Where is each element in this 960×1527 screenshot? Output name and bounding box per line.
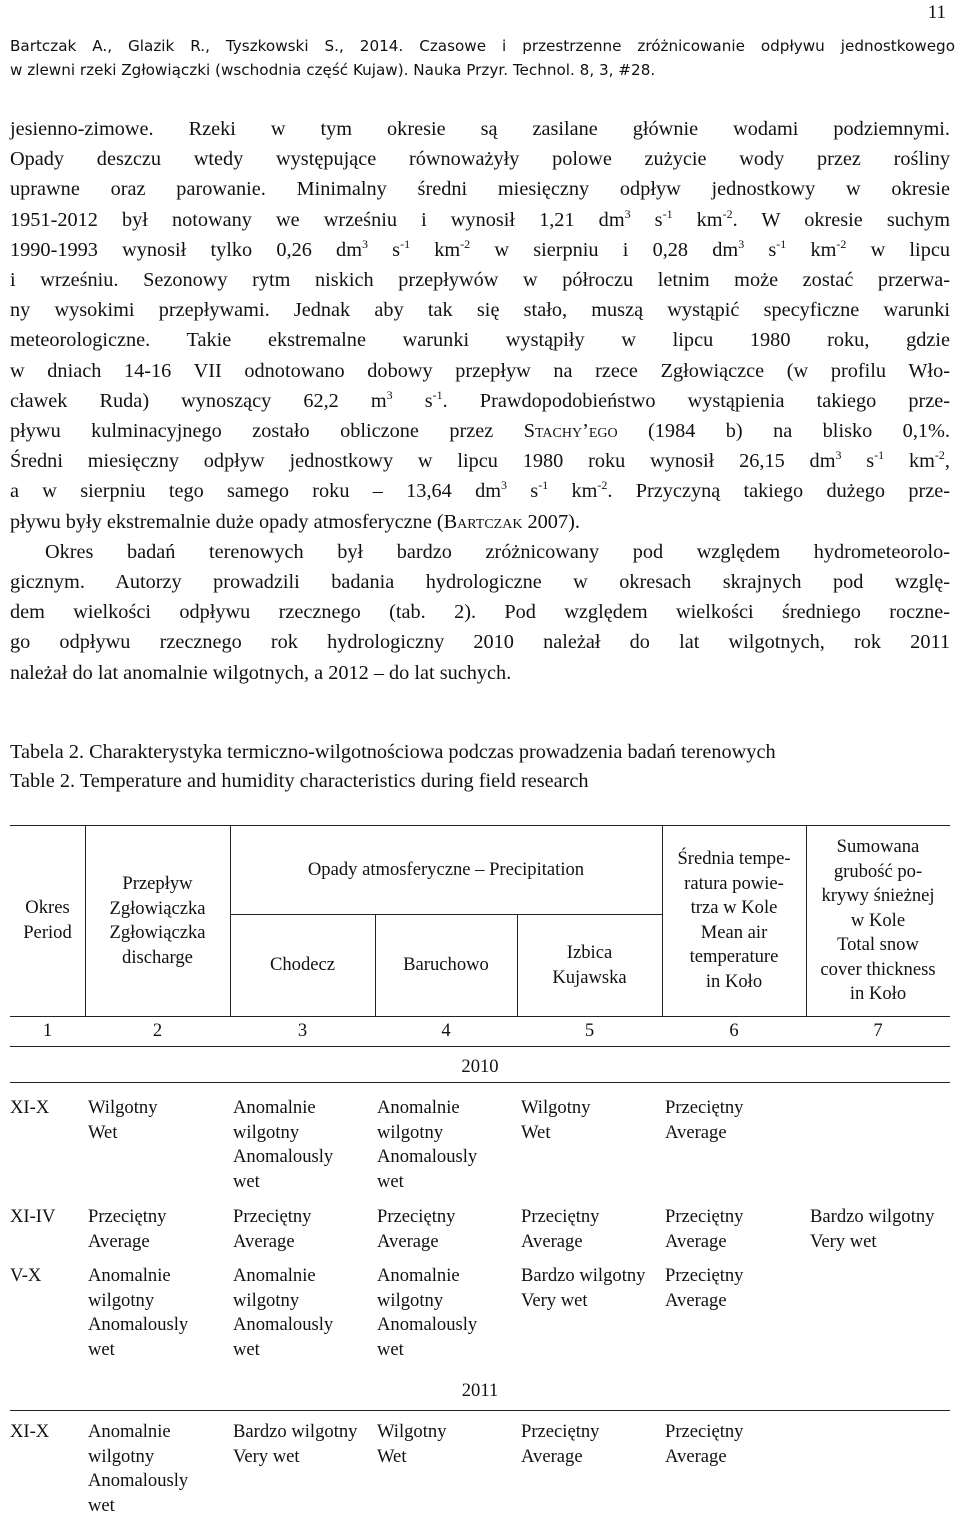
cell-text: Average xyxy=(665,1445,727,1467)
body-line: pływu kulminacyjnego zostało obliczone przez Stachy’ego (1984 b) na blisko 0,1%. xyxy=(10,420,950,443)
caption-polish: Tabela 2. Charakterystyka termiczno-wilgotnościowa podczas prowadzenia badań terenowych xyxy=(10,741,776,763)
cell-text: wilgotny xyxy=(88,1445,155,1467)
cell-text: Przeciętny xyxy=(665,1265,744,1286)
cell-text: wilgotny xyxy=(233,1121,300,1143)
cell-text: Anomalously xyxy=(88,1470,189,1491)
author-name: Bartczak xyxy=(443,510,523,533)
table-cell xyxy=(233,1205,311,1254)
table-rule xyxy=(10,1016,950,1017)
table-rule xyxy=(10,1410,950,1411)
cell-text: V-X xyxy=(10,1265,42,1286)
cell-text: Przeciętny xyxy=(665,1421,744,1442)
cell-text: Anomalously xyxy=(377,1314,478,1335)
cell-text: wilgotny xyxy=(377,1121,444,1143)
body-line: 1990-1993 wynosił tylko 0,26 $dm^3$ $s^{-1}$ $km^{-2}$ w sierpniu i 0,28 $dm^3$ $s^{-1}$ $km^{-2}$ w lipcu xyxy=(10,236,950,261)
cell-text: Anomalnie xyxy=(377,1097,460,1118)
year-label: 2011 xyxy=(461,1380,499,1401)
cell-text: Wilgotny xyxy=(377,1421,447,1442)
header-line-1: Bartczak A., Glazik R., Tyszkowski S., 2014. Czasowe i przestrzenne zróżnicowanie odpływu jednostkowego xyxy=(10,37,955,55)
cell-text: wet xyxy=(88,1338,115,1360)
cell-text: Anomalously xyxy=(233,1314,334,1335)
table-cell xyxy=(521,1205,599,1254)
cell-text: Very wet xyxy=(521,1289,588,1311)
column-number: 1 xyxy=(42,1020,53,1041)
cell-text: XI-X xyxy=(10,1421,50,1442)
body-line: a w sierpniu tego samego roku – 13,64 $dm^3$ $s^{-1}$ $km^{-2}$. Przyczyną takiego dużego prze- xyxy=(10,478,950,503)
table-cell xyxy=(377,1096,477,1194)
cell-text: Average xyxy=(233,1230,295,1252)
column-number: 5 xyxy=(584,1020,595,1041)
cell-text: Average xyxy=(665,1289,727,1311)
cell-text: Przeciętny xyxy=(665,1206,744,1227)
page-number: 11 xyxy=(927,2,946,23)
table-rule xyxy=(517,914,518,1016)
table-cell-period xyxy=(10,1264,41,1289)
table-rule xyxy=(10,1082,950,1083)
cell-text: Average xyxy=(521,1230,583,1252)
body-line: Średni miesięczny odpływ jednostkowy w lipcu 1980 roku wynosił 26,15 $dm^3$ $s^{-1}$ $km^{-2}$, xyxy=(10,448,950,473)
table-cell xyxy=(665,1096,743,1145)
cell-text: Average xyxy=(88,1230,150,1252)
cell-text: Bardzo wilgotny xyxy=(810,1206,935,1227)
cell-text: wilgotny xyxy=(233,1289,300,1311)
table-cell xyxy=(233,1264,333,1362)
cell-text: Anomalnie xyxy=(88,1265,171,1286)
header-baruchowo: Baruchowo xyxy=(403,954,489,975)
header-chodecz: Chodecz xyxy=(269,954,336,975)
body-line: należał do lat anomalnie wilgotnych, a 2012 – do lat suchych. xyxy=(10,661,512,684)
cell-text: wet xyxy=(377,1170,404,1192)
table-cell xyxy=(665,1264,743,1313)
body-line: dem wielkości odpływu rzecznego (tab. 2). Pod względem wielkości średniego roczne- xyxy=(10,601,950,624)
cell-text: wet xyxy=(88,1494,115,1516)
cell-text: Wet xyxy=(88,1121,118,1143)
table-cell xyxy=(665,1420,743,1469)
column-number: 4 xyxy=(441,1020,451,1041)
cell-text: Average xyxy=(521,1445,583,1467)
body-line: cławek Ruda) wynoszący 62,2 $m^3$ $s^{-1}$. Prawdopodobieństwo wystąpienia takiego prze- xyxy=(10,387,950,412)
table-caption xyxy=(10,738,950,795)
cell-text: Wilgotny xyxy=(521,1097,591,1118)
table-cell xyxy=(88,1205,166,1254)
table-rule xyxy=(10,1046,950,1047)
cell-text: Przeciętny xyxy=(521,1206,600,1227)
body-line: go odpływu rzecznego rok hydrologiczny 2010 należał do lat wilgotnych, rok 2011 xyxy=(10,631,950,654)
cell-text: wet xyxy=(233,1338,260,1360)
cell-text: Wet xyxy=(377,1445,407,1467)
table-cell xyxy=(88,1264,188,1362)
table-cell xyxy=(88,1096,158,1145)
header-snow: Sumowana grubość po- krywy śnieżnej w Kole Total snow cover thickness in Koło xyxy=(820,836,936,1004)
body-line: ny wysokimi przepływami. Jednak aby tak się stało, muszą wystąpić specyficzne warunki xyxy=(10,299,950,322)
body-line: gicznym. Autorzy prowadzili badania hydrologiczne w okresach skrajnych pod wzglę- xyxy=(10,571,950,594)
column-number: 6 xyxy=(729,1020,739,1041)
cell-text: Przeciętny xyxy=(377,1206,456,1227)
running-header xyxy=(10,34,955,82)
cell-text: Przeciętny xyxy=(233,1206,312,1227)
table-cell-period xyxy=(10,1420,49,1445)
author-name: Stachy’ego xyxy=(523,420,618,443)
table-cell xyxy=(521,1264,645,1313)
cell-text: Average xyxy=(665,1121,727,1143)
column-number: 7 xyxy=(873,1020,883,1041)
table-rule xyxy=(230,825,231,1016)
table-rule xyxy=(662,825,663,1016)
cell-text: Bardzo wilgotny xyxy=(521,1265,646,1286)
cell-text: Anomalously xyxy=(88,1314,189,1335)
cell-text: Anomalnie xyxy=(233,1097,316,1118)
cell-text: wilgotny xyxy=(88,1289,155,1311)
body-line: jesienno-zimowe. Rzeki w tym okresie są zasilane głównie wodami podziemnymi. xyxy=(10,118,950,140)
cell-text: XI-X xyxy=(10,1097,50,1118)
table-cell xyxy=(377,1420,447,1469)
table-cell xyxy=(233,1096,333,1194)
caption-english: Table 2. Temperature and humidity characteristics during field research xyxy=(10,769,589,792)
table-rule xyxy=(375,914,376,1016)
header-izbica: Izbica Kujawska xyxy=(552,942,627,988)
table-cell-period xyxy=(10,1205,55,1230)
cell-text: Anomalnie xyxy=(233,1265,316,1286)
cell-text: Wilgotny xyxy=(88,1097,158,1118)
table-rule xyxy=(806,825,807,1016)
table-cell-period xyxy=(10,1096,49,1121)
header-period: Okres Period xyxy=(23,897,72,943)
cell-text: Very wet xyxy=(233,1445,300,1467)
cell-text: Average xyxy=(377,1230,439,1252)
table-cell xyxy=(521,1096,591,1145)
cell-text: wet xyxy=(377,1338,404,1360)
body-line: Okres badań terenowych był bardzo zróżnicowany pod względem hydrometeorolo- xyxy=(45,540,950,563)
body-line: Opady deszczu wtedy występujące równoważyły polowe zużycie wody przez rośliny xyxy=(10,148,950,171)
cell-text: Przeciętny xyxy=(521,1421,600,1442)
cell-text: Wet xyxy=(521,1121,551,1143)
cell-text: Bardzo wilgotny xyxy=(233,1421,358,1442)
cell-text: XI-IV xyxy=(10,1206,56,1227)
body-line: i wrześniu. Sezonowy rytm niskich przepływów w półroczu letnim może zostać przerwa- xyxy=(10,269,950,292)
body-line: 1951-2012 był notowany we wrześniu i wynosił 1,21 $dm^3$ $s^{-1}$ $km^{-2}$. W okresie suchym xyxy=(10,206,950,231)
cell-text: Anomalously xyxy=(233,1146,334,1167)
body-line: w dniach 14-16 VII odnotowano dobowy przepływ na rzece Zgłowiączce (w profilu Wło- xyxy=(10,359,950,382)
table-cell xyxy=(665,1205,743,1254)
table-cell xyxy=(233,1420,357,1469)
table-rule xyxy=(230,914,662,915)
cell-text: Very wet xyxy=(810,1230,877,1252)
table-cell xyxy=(521,1420,599,1469)
year-label: 2010 xyxy=(461,1056,499,1077)
cell-text: Anomalously xyxy=(377,1146,478,1167)
table-rule xyxy=(10,825,950,826)
table-cell xyxy=(88,1420,188,1518)
body-text xyxy=(10,114,950,688)
cell-text: wet xyxy=(233,1170,260,1192)
body-line: uprawne oraz parowanie. Minimalny średni miesięczny odpływ jednostkowy w okresie xyxy=(10,178,950,201)
column-number: 2 xyxy=(152,1020,163,1041)
header-discharge: Przepływ Zgłowiączka Zgłowiączka discharge xyxy=(109,873,206,968)
cell-text: Average xyxy=(665,1230,727,1252)
header-line-2: w zlewni rzeki Zgłowiączki (wschodnia część Kujaw). Nauka Przyr. Technol. 8, 3, #28. xyxy=(10,61,656,79)
body-line: meteorologiczne. Takie ekstremalne warunki wystąpiły w lipcu 1980 roku, gdzie xyxy=(10,329,950,352)
cell-text: Anomalnie xyxy=(88,1421,171,1442)
table-rule xyxy=(85,825,86,1016)
cell-text: Przeciętny xyxy=(88,1206,167,1227)
header-precipitation: Opady atmosferyczne – Precipitation xyxy=(307,859,585,880)
cell-text: Przeciętny xyxy=(665,1097,744,1118)
body-line: pływu były ekstremalnie duże opady atmosferyczne (Bartczak 2007). xyxy=(10,510,580,533)
table-cell xyxy=(377,1205,455,1254)
cell-text: wilgotny xyxy=(377,1289,444,1311)
table-cell xyxy=(377,1264,477,1362)
column-number: 3 xyxy=(297,1020,308,1041)
cell-text: Anomalnie xyxy=(377,1265,460,1286)
header-temperature: Średnia tempe- ratura powie- trza w Kole Mean air temperature in Koło xyxy=(677,848,791,992)
table-cell xyxy=(810,1205,934,1254)
